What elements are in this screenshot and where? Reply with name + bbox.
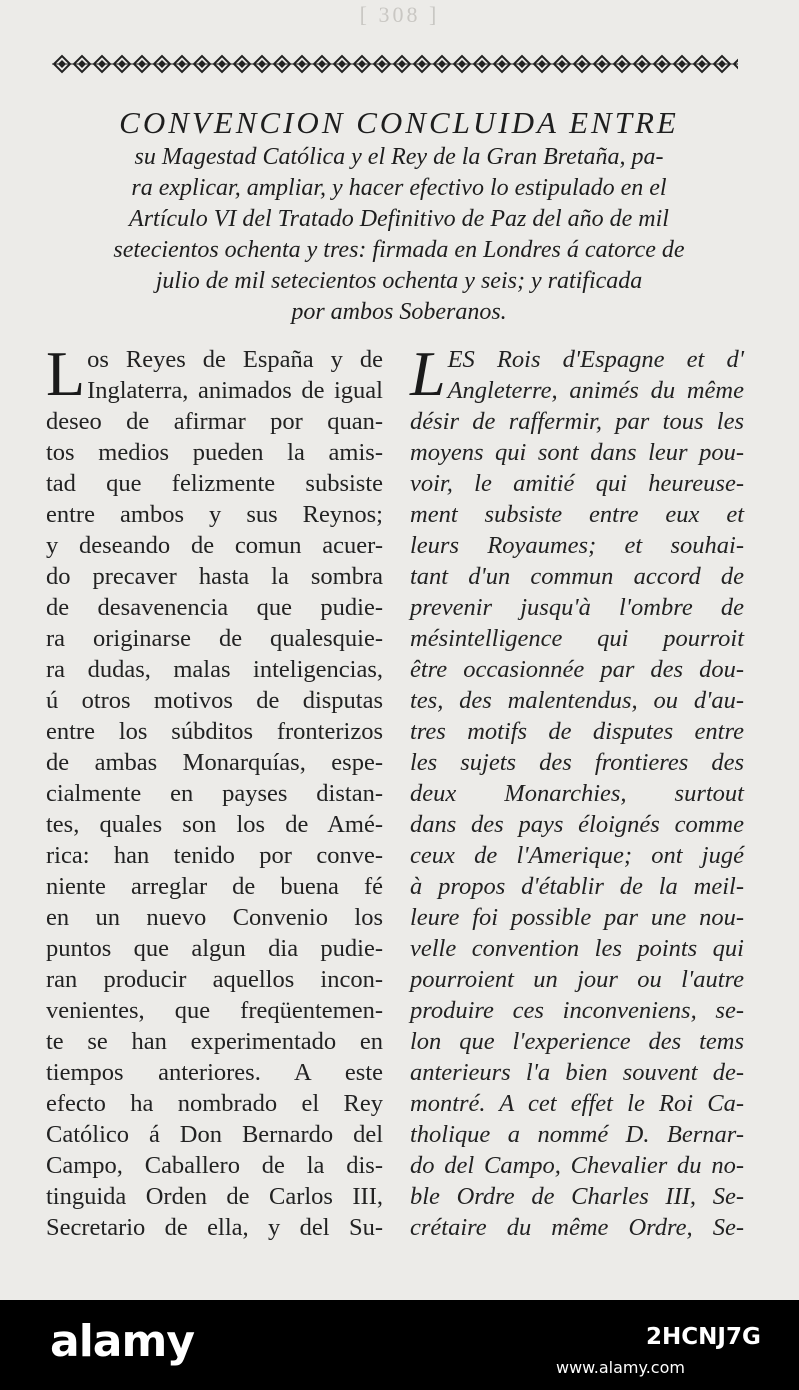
text-line: montré. A cet effet le Roi Ca- — [410, 1090, 744, 1117]
heading-line: su Magestad Católica y el Rey de la Gran Bretaña, pa- — [134, 144, 664, 170]
text-line: niente arreglar de buena fé — [46, 873, 383, 900]
stock-watermark-bar — [0, 1300, 799, 1390]
text-line: leure foi possible par une nou- — [410, 904, 744, 931]
text-line: Campo, Caballero de la dis- — [46, 1152, 383, 1179]
document-heading — [44, 104, 754, 328]
brand-logo: alamy — [50, 1316, 194, 1367]
text-line: velle convention les points qui — [410, 935, 744, 962]
site-url: www.alamy.com — [556, 1358, 685, 1377]
text-line: puntos que algun dia pudie- — [46, 935, 383, 962]
image-id: 2HCNJ7G — [646, 1324, 761, 1350]
heading-line: julio de mil setecientos ochenta y seis; y ratificada — [155, 268, 643, 294]
text-line: Inglaterra, animados de igual — [87, 377, 383, 404]
heading-title: CONVENCION CONCLUIDA ENTRE — [119, 105, 679, 140]
drop-cap: L — [46, 338, 86, 409]
text-line: y deseando de comun acuer- — [46, 532, 383, 559]
text-line: tes, quales son los de Amé- — [46, 811, 383, 838]
text-line: venientes, que freqüentemen- — [46, 997, 383, 1024]
text-line: ment subsiste entre eux et — [410, 501, 744, 528]
text-line: ceux de l'Amerique; ont jugé — [410, 842, 744, 869]
text-line: os Reyes de España y de — [87, 346, 383, 373]
text-line: les sujets des frontieres des — [410, 749, 744, 776]
ornamental-border-icon — [52, 52, 738, 76]
text-line: cialmente en payses distan- — [46, 780, 383, 807]
text-line: pourroient un jour ou l'autre — [410, 966, 744, 993]
text-line: ble Ordre de Charles III, Se- — [410, 1183, 744, 1210]
text-line: entre los súbditos fronterizos — [46, 718, 383, 745]
text-line: prevenir jusqu'à l'ombre de — [410, 594, 744, 621]
text-line: efecto ha nombrado el Rey — [46, 1090, 383, 1117]
text-line: dans des pays éloignés comme — [410, 811, 744, 838]
text-line: tad que felizmente subsiste — [46, 470, 383, 497]
text-line: entre ambos y sus Reynos; — [46, 501, 383, 528]
text-line: tinguida Orden de Carlos III, — [46, 1183, 383, 1210]
text-line: tiempos anteriores. A este — [46, 1059, 383, 1086]
text-line: de desavenencia que pudie- — [46, 594, 383, 621]
text-line: Angleterre, animés du même — [447, 377, 744, 404]
text-line: do precaver hasta la sombra — [46, 563, 383, 590]
text-line: à propos d'établir de la meil- — [410, 873, 744, 900]
text-line: leurs Royaumes; et souhai- — [410, 532, 744, 559]
text-line: rica: han tenido por conve- — [46, 842, 383, 869]
text-line: moyens qui sont dans leur pou- — [410, 439, 744, 466]
text-line: te se han experimentado en — [46, 1028, 383, 1055]
french-column — [410, 338, 744, 1243]
text-line: tes, des malentendus, ou d'au- — [410, 687, 744, 714]
heading-line: Artículo VI del Tratado Definitivo de Paz del año de mil — [129, 206, 669, 232]
text-line: de ambas Monarquías, espe- — [46, 749, 383, 776]
text-line: tos medios pueden la amis- — [46, 439, 383, 466]
text-line: Católico á Don Bernardo del — [46, 1121, 383, 1148]
text-line: tholique a nommé D. Bernar- — [410, 1121, 744, 1148]
text-line: Secretario de ella, y del Su- — [46, 1214, 383, 1241]
text-line: crétaire du même Ordre, Se- — [410, 1214, 744, 1241]
text-line: tant d'un commun accord de — [410, 563, 744, 590]
heading-line: setecientos ochenta y tres: firmada en Londres á catorce de — [113, 237, 685, 263]
text-line: voir, le amitié qui heureuse- — [410, 470, 744, 497]
text-line: ra originarse de qualesquie- — [46, 625, 383, 652]
text-line: mésintelligence qui pourroit — [410, 625, 744, 652]
text-line: do del Campo, Chevalier du no- — [410, 1152, 744, 1179]
text-line: être occasionnée par des dou- — [410, 656, 744, 683]
heading-line: por ambos Soberanos. — [291, 299, 507, 325]
text-line: anterieurs l'a bien souvent de- — [410, 1059, 744, 1086]
text-line: deux Monarchies, surtout — [410, 780, 744, 807]
drop-cap: L — [410, 338, 446, 409]
page-number: [ 308 ] — [359, 2, 440, 27]
text-line: ES Rois d'Espagne et d' — [447, 346, 744, 373]
text-line: ú otros motivos de disputas — [46, 687, 383, 714]
spanish-column — [46, 338, 383, 1243]
heading-line: ra explicar, ampliar, y hacer efectivo lo estipulado en el — [131, 175, 667, 201]
text-line: ran producir aquellos incon- — [46, 966, 383, 993]
text-line: lon que l'experience des tems — [410, 1028, 744, 1055]
text-line: produire ces inconveniens, se- — [410, 997, 744, 1024]
text-line: tres motifs de disputes entre — [410, 718, 744, 745]
text-line: désir de raffermir, par tous les — [410, 408, 744, 435]
text-line: ra dudas, malas inteligencias, — [46, 656, 383, 683]
text-line: en un nuevo Convenio los — [46, 904, 383, 931]
text-line: deseo de afirmar por quan- — [46, 408, 383, 435]
